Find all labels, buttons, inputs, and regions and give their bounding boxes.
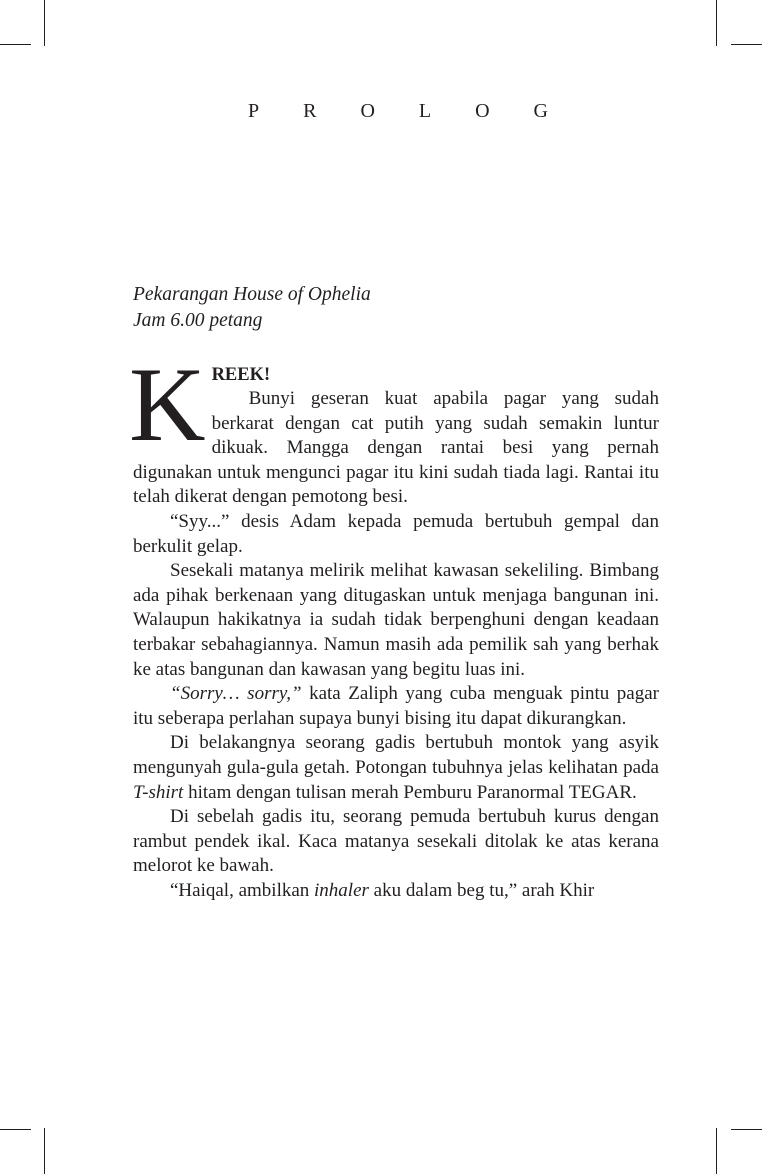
heading-letter: L — [418, 100, 432, 122]
crop-mark — [716, 0, 717, 46]
crop-mark — [44, 0, 45, 46]
heading-letter: O — [360, 100, 375, 122]
crop-mark — [0, 44, 31, 45]
scene-place: Pekarangan House of Ophelia — [133, 284, 371, 305]
story-body — [129, 346, 660, 903]
italic-term: inhaler — [314, 879, 369, 901]
paragraph-text: kata Zaliph yang cuba menguak pintu pagar itu seberapa perlahan supaya bunyi bising itu dapat dikurangkan. — [133, 683, 660, 729]
crop-mark — [716, 1128, 717, 1174]
paragraph — [133, 879, 659, 904]
opening-word: REEK! — [211, 365, 271, 385]
paragraph-text: “Haiqal, ambilkan — [170, 879, 315, 901]
paragraph — [133, 731, 659, 805]
paragraph: Bunyi geseran kuat apabila pagar yang sudah berkarat dengan cat putih yang sudah semakin luntur dikuak. Mangga dengan rantai besi yang pernah digunakan untuk mengunci pagar itu kini sudah tiada lagi. Rantai itu telah dikerat dengan pemotong besi. — [133, 388, 659, 508]
paragraph — [133, 682, 659, 731]
heading-letter: O — [475, 100, 490, 122]
italic-dialogue: “Sorry… sorry,” — [170, 683, 302, 705]
crop-mark — [731, 1129, 762, 1130]
paragraph-text: Di belakangnya seorang gadis bertubuh montok yang asyik mengunyah gula-gula getah. Potongan tubuhnya jelas kelihatan pada — [133, 732, 659, 778]
crop-mark — [0, 1129, 31, 1130]
heading-letter: R — [303, 100, 317, 122]
opening-paragraph — [129, 346, 659, 510]
scene-setting — [133, 282, 371, 334]
paragraph: Di sebelah gadis itu, seorang pemuda bertubuh kurus dengan rambut pendek ikal. Kaca matanya sesekali ditolak ke atas kerana melorot ke bawah. — [133, 806, 659, 877]
paragraph-text: hitam dengan tulisan merah Pemburu Paranormal TEGAR. — [183, 781, 637, 803]
chapter-heading — [248, 100, 548, 123]
paragraph: Sesekali matanya melirik melihat kawasan sekeliling. Bimbang ada pihak berkenaan yang ditugaskan untuk menjaga bangunan ini. Walaupun hakikatnya ia sudah tidak berpenghuni dengan keadaan terbakar sebahagiannya. Namun masih ada pemilik sah yang berhak ke atas bangunan dan kawasan yang begitu luas ini. — [133, 560, 659, 680]
italic-term: T-shirt — [133, 781, 184, 803]
paragraph-text: aku dalam beg tu,” arah Khir — [368, 879, 595, 901]
heading-letter: P — [248, 100, 260, 122]
drop-cap: K — [129, 346, 206, 463]
scene-time: Jam 6.00 petang — [133, 310, 263, 331]
crop-mark — [731, 44, 762, 45]
crop-mark — [44, 1128, 45, 1174]
heading-letter: G — [533, 100, 548, 122]
paragraph: “Syy...” desis Adam kepada pemuda bertubuh gempal dan berkulit gelap. — [133, 510, 659, 557]
